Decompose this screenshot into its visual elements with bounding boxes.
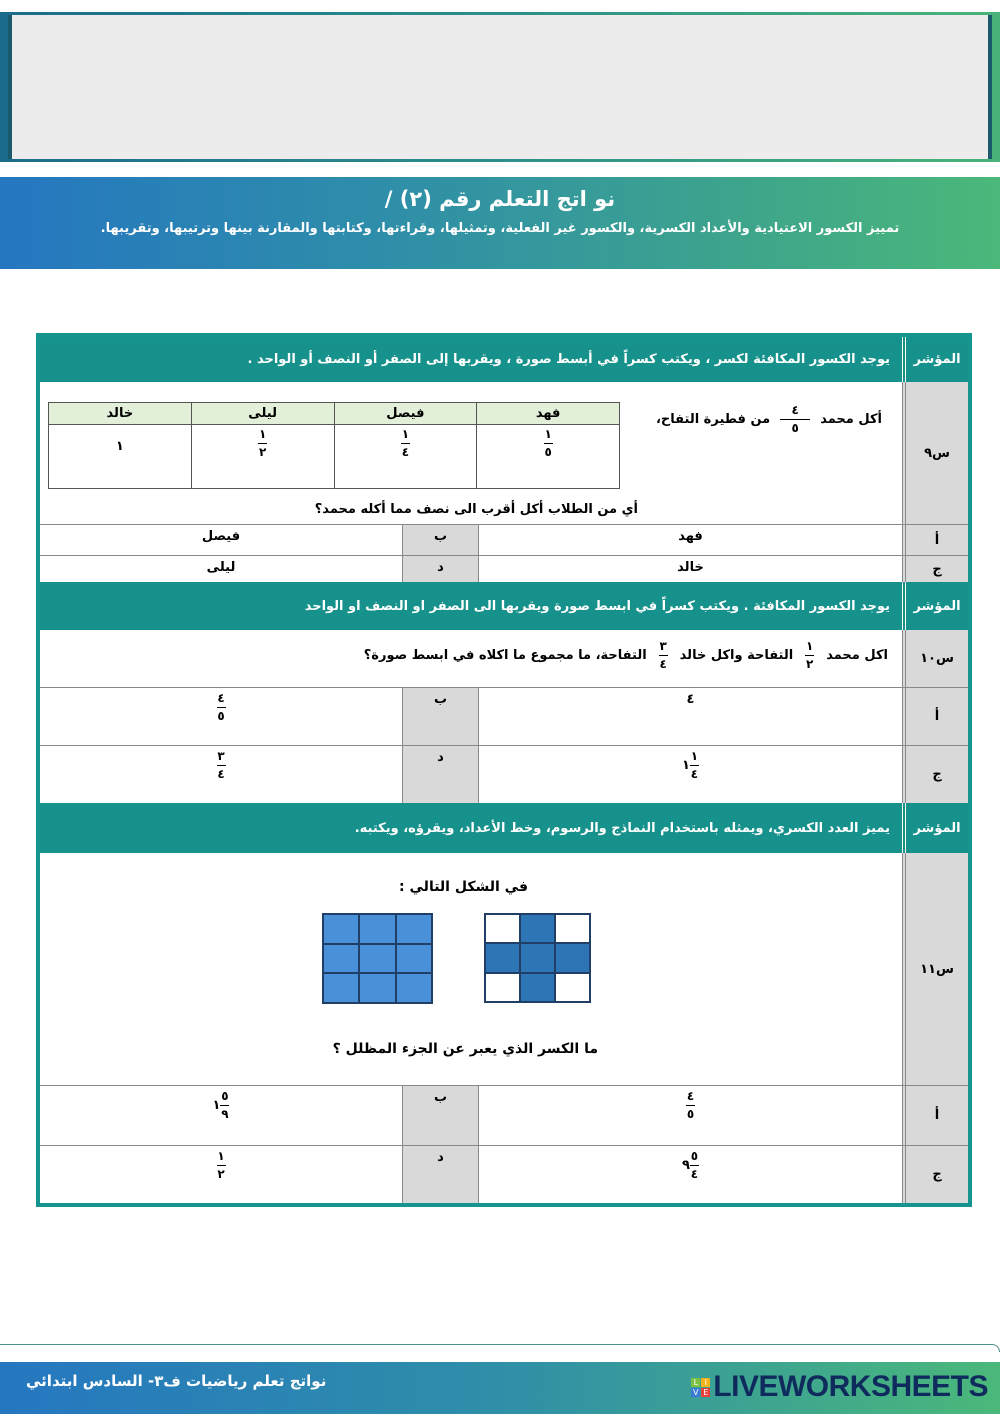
outcome-description: تمييز الكسور الاعتيادية والأعداد الكسرية، والكسور غير الفعلية، وتمثيلها، وقراءتها، وكتابتها والمقارنة بينها وترتيبها، وتقريبها. xyxy=(100,221,900,236)
student-name: فيصل xyxy=(334,403,477,425)
fraction: ١ ٤ xyxy=(401,427,410,459)
question-q10 xyxy=(40,630,968,687)
option-a[interactable]: فهد xyxy=(478,525,902,555)
outcome-title: نو اتج التعلم رقم (٢) / xyxy=(384,187,616,211)
options-row xyxy=(40,745,968,803)
footer-bar xyxy=(0,1362,1000,1414)
options-row xyxy=(40,687,968,745)
worksheet-table xyxy=(36,333,972,1207)
figure-intro: في الشكل التالي : xyxy=(399,879,528,895)
q10-stem xyxy=(364,640,888,671)
options-row xyxy=(40,524,968,555)
indicator-row-q10 xyxy=(40,582,968,630)
stem-text: التفاحة واكل خالد xyxy=(679,648,794,663)
option-letter: ج xyxy=(902,746,968,803)
cross-shaded-figure xyxy=(484,913,591,1003)
indicator-label: المؤشر xyxy=(902,582,968,630)
option-c[interactable]: خالد xyxy=(478,556,902,582)
student-name: خالد xyxy=(49,403,192,425)
option-letter: أ xyxy=(902,688,968,745)
option-letter: د xyxy=(402,556,478,582)
students-table xyxy=(48,402,620,489)
whole-number: ١ xyxy=(49,425,192,489)
stem-text: أكل محمد xyxy=(820,412,882,427)
fraction: ٤ ٥ xyxy=(780,404,810,435)
top-header-box xyxy=(0,12,1000,162)
option-d[interactable]: ٣ ٤ xyxy=(217,749,225,781)
option-letter: أ xyxy=(902,525,968,555)
fraction: ١ ٢ xyxy=(258,427,267,459)
option-letter: ب xyxy=(402,525,478,555)
indicator-text: يميز العدد الكسري، ويمثله باستخدام النماذج والرسوم، وخط الأعداد، ويقرؤه، ويكتبه. xyxy=(354,820,890,836)
stem-text: التفاحة، ما مجموع ما اكلاه في ابسط صورة؟ xyxy=(363,648,647,663)
question-number: س١٠ xyxy=(902,630,968,687)
outcome-banner xyxy=(0,177,1000,269)
indicator-text: يوجد الكسور المكافئة . ويكتب كسراً في ابسط صورة ويقربها الى الصفر او النصف او الواحد xyxy=(304,598,890,614)
question-number: س٩ xyxy=(902,382,968,524)
option-d[interactable]: ليلى xyxy=(206,560,236,575)
option-b[interactable]: ٤ ٥ xyxy=(217,691,225,723)
indicator-row-q9 xyxy=(40,337,968,382)
question-text: ما الكسر الذي يعبر عن الجزء المظلل ؟ xyxy=(332,1041,598,1057)
fraction: ١ ٥ xyxy=(544,427,552,459)
option-letter: ج xyxy=(902,556,968,582)
option-c[interactable]: ١ ١ ٤ xyxy=(478,746,902,803)
logo-icon: L I V E xyxy=(693,1377,709,1397)
question-q11 xyxy=(40,853,968,1085)
indicator-label: المؤشر xyxy=(902,337,968,382)
fraction: ٣ ٤ xyxy=(659,639,667,671)
indicator-text: يوجد الكسور المكافئة لكسر ، ويكتب كسراً في أبسط صورة ، ويقربها إلى الصفر أو النصف أو الواحد . xyxy=(247,352,890,367)
question-number: س١١ xyxy=(902,853,968,1085)
option-a[interactable]: ٤ ٥ xyxy=(478,1086,902,1145)
option-c[interactable]: ٩ ٥ ٤ xyxy=(478,1146,902,1203)
option-letter: ب xyxy=(402,688,478,745)
option-b[interactable]: فيصل xyxy=(201,529,241,544)
stem-text: اكل محمد xyxy=(826,648,888,663)
option-letter: د xyxy=(402,1146,478,1203)
options-row xyxy=(40,1085,968,1145)
liveworksheets-logo xyxy=(691,1370,988,1404)
fraction: ١ ٢ xyxy=(806,639,814,671)
option-letter: ب xyxy=(402,1086,478,1145)
options-row xyxy=(40,555,968,582)
fully-shaded-figure xyxy=(322,913,433,1004)
indicator-label: المؤشر xyxy=(902,803,968,853)
option-letter: أ xyxy=(902,1086,968,1145)
student-name: فهد xyxy=(477,403,620,425)
option-a[interactable]: ٤ xyxy=(478,688,902,745)
indicator-row-q11 xyxy=(40,803,968,853)
footer-title: نواتج تعلم رياضيات ف٣- السادس ابتدائي xyxy=(26,1372,327,1390)
stem-text: من فطيرة التفاح، xyxy=(655,412,771,427)
student-name: ليلى xyxy=(191,403,334,425)
option-letter: ج xyxy=(902,1146,968,1203)
option-b[interactable]: ١ ٥ ٩ xyxy=(212,1089,229,1121)
logo-text: LIVEWORKSHEETS xyxy=(713,1370,988,1403)
option-letter: د xyxy=(402,746,478,803)
option-d[interactable]: ١ ٢ xyxy=(217,1149,225,1181)
footer-divider xyxy=(0,1344,1000,1352)
question-q9 xyxy=(40,382,968,524)
question-text: أي من الطلاب أكل أقرب الى نصف مما أكله محمد؟ xyxy=(314,502,638,517)
options-row xyxy=(40,1145,968,1203)
q9-stem xyxy=(656,404,882,435)
